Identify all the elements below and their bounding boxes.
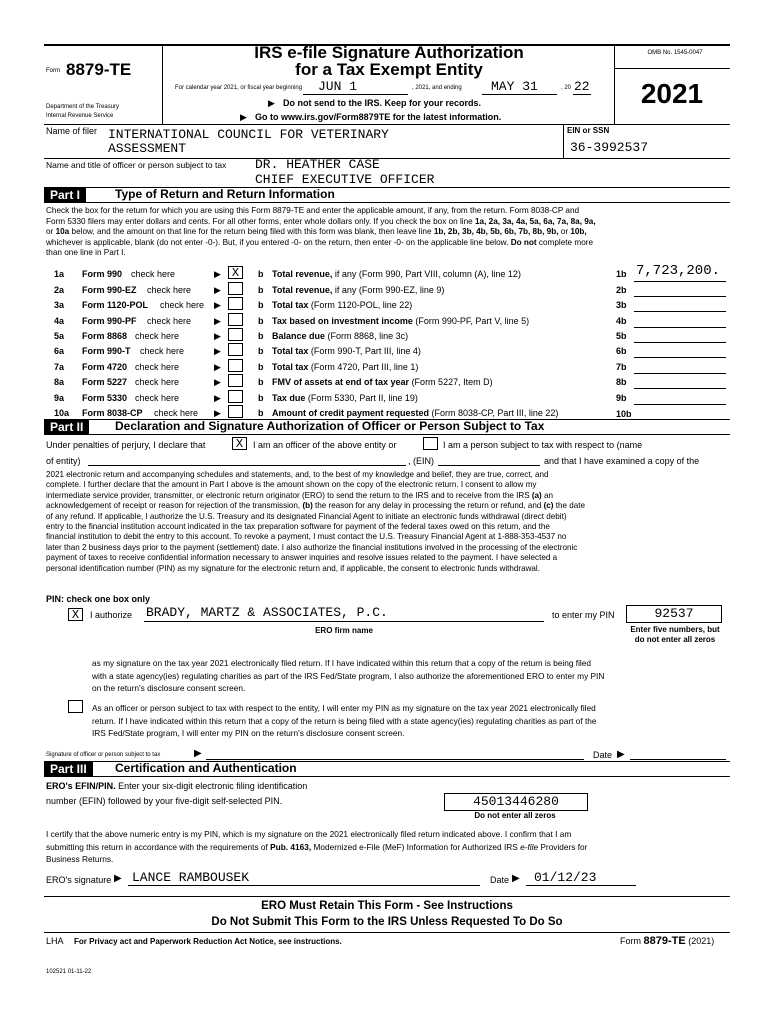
footer-form-label: Form — [620, 936, 641, 946]
certification-line2-c: Modernized e-File (MeF) Information for Authorized IRS — [313, 841, 518, 852]
form-label: Form — [46, 68, 60, 74]
declaration-line4 — [46, 501, 736, 511]
row-arrow-icon: ▶ — [214, 346, 221, 356]
officer-name-label: Name and title of officer or person subject to tax — [46, 160, 227, 170]
officer-option-text: I am an officer of the above entity or — [253, 440, 397, 450]
ero-signature-label: ERO's signature — [46, 875, 112, 885]
ein-label: EIN or SSN — [567, 126, 610, 135]
person-checkbox[interactable] — [423, 437, 438, 450]
row-ref: 3b — [616, 300, 627, 310]
ero-date-label: Date — [490, 875, 510, 885]
row-arrow-icon: ▶ — [214, 408, 221, 418]
row-check-here: check here — [131, 269, 176, 279]
notice-arrow-1: ▶ — [268, 98, 275, 108]
row-desc-bold: Total tax — [272, 300, 309, 310]
row-form: Form 8038-CP — [82, 408, 143, 418]
row-arrow-icon: ▶ — [214, 331, 221, 341]
fiscal-begin-line — [303, 94, 408, 95]
row-amount-line — [634, 404, 726, 405]
row-form: Form 5227 — [82, 377, 128, 387]
omb-number: OMB No. 1545-0047 — [647, 50, 703, 56]
part3-label: Part III — [44, 762, 93, 776]
row-amount-line — [634, 388, 726, 389]
row-num: 4a — [54, 316, 65, 326]
examined-text: and that I have examined a copy of the — [544, 456, 700, 466]
officer-date-label: Date — [593, 750, 613, 760]
row-checkbox[interactable] — [228, 313, 243, 326]
part1-intro-line2-b: 1a, 2a, 3a, 4a, 5a, 6a, 7a, 8a, 9a, — [475, 216, 596, 226]
officer-signature-label: Signature of officer or person subject to tax — [46, 752, 161, 758]
row-desc-bold: FMV of assets at end of tax year — [272, 377, 410, 387]
row-num: 7a — [54, 362, 65, 372]
officer-title-value[interactable]: CHIEF EXECUTIVE OFFICER — [255, 172, 435, 187]
certification-line2-a: submitting this return in accordance with the requirements of — [46, 841, 268, 852]
officer-signature-line[interactable] — [206, 759, 584, 760]
dept-line1: Department of the Treasury — [46, 104, 120, 110]
row-form: Form 4720 — [82, 362, 128, 372]
declaration-line5: of any refund. If applicable, I authorize the U.S. Treasury and its designated Financial Agent to initiate an electronic funds withdrawal (direct debit) — [46, 511, 567, 521]
row-form: Form 5330 — [82, 393, 128, 403]
row-desc-bold: Total revenue, — [272, 285, 333, 295]
row-desc-text: if any (Form 990-EZ, line 9) — [334, 285, 445, 295]
efin-text-rest: Enter your six-digit electronic filing identification — [118, 781, 308, 791]
row-desc-text: (Form 8038-CP, Part III, line 22) — [431, 408, 559, 418]
row-ref: 9b — [616, 393, 627, 403]
row-desc — [272, 362, 418, 372]
row-check-here: check here — [160, 300, 205, 310]
fiscal-begin-value[interactable]: JUN 1 — [318, 79, 358, 94]
pin-signature-line2: with a state agency(ies) regulating charities as part of the IRS Fed/State program, I also authorize the aforementioned ERO to enter my PIN — [92, 670, 605, 681]
row-b: b — [258, 408, 264, 418]
declaration-line8: later than 2 business days prior to the payment (settlement) date. I also authorize the financial institutions involved in the processing of the electronic — [46, 542, 578, 552]
row-ref: 10b — [616, 409, 632, 419]
declaration-line3-c: an — [544, 490, 554, 500]
footer-form-year: (2021) — [688, 936, 715, 946]
part2-label: Part II — [44, 420, 89, 434]
part1-label: Part I — [44, 188, 86, 202]
notice-do-not-send: Do not send to the IRS. Keep for your records. — [283, 98, 482, 108]
form-title-line1: IRS e-file Signature Authorization — [254, 43, 524, 62]
part1-intro-line3-e: or — [560, 227, 569, 236]
row-num: 9a — [54, 393, 65, 403]
declaration-line6: entry to the financial institution account indicated in the tax preparation software for payment of the federal taxes owed on this return, and the — [46, 522, 550, 532]
self-pin-line1: As an officer or person subject to tax with respect to the entity, I will enter my PIN as my signature on the tax year 2021 electronically filed — [92, 703, 596, 713]
date-arrow-icon: ▶ — [617, 749, 625, 760]
omb-rule — [614, 68, 730, 69]
pin-heading: PIN: check one box only — [46, 594, 151, 604]
under-penalties-text: Under penalties of perjury, I declare that — [46, 440, 206, 450]
self-pin-line2: return. If I have indicated within this return that a copy of the return is being filed with a state agency(ies) regulating charities as part of the — [92, 715, 597, 726]
row-b: b — [258, 331, 264, 341]
ero-firm-line — [144, 621, 544, 622]
notice-website: Go to www.irs.gov/Form8879TE for the latest information. — [255, 112, 502, 122]
ero-retain-notice: ERO Must Retain This Form - See Instructions — [261, 900, 513, 912]
row-num: 6a — [54, 346, 65, 356]
year-prefix: , 20 — [561, 85, 572, 91]
self-pin-line3: IRS Fed/State program, I will enter my PIN on the return's disclosure consent screen. — [92, 728, 405, 739]
row-desc — [272, 300, 412, 310]
row-desc — [272, 331, 408, 341]
row-desc-bold: Total revenue, — [272, 269, 333, 279]
part1-intro-line4-a: whichever is applicable, blank (do not enter -0-). But, if you entered -0- on the return, then enter -0- on the applicable line below. — [46, 237, 509, 247]
pin-value-box[interactable]: 92537 — [626, 605, 722, 623]
row-desc-text: (Form 5330, Part II, line 19) — [307, 393, 418, 403]
row-arrow-icon: ▶ — [214, 300, 221, 310]
row-b: b — [258, 316, 264, 326]
part1-intro-line3-f: 10b, — [570, 227, 587, 236]
declaration-line4-e: the date — [555, 501, 586, 511]
declaration-line4-c: the reason for any delay in processing the return or refund, and — [315, 501, 542, 511]
declaration-line1: 2021 electronic return and accompanying schedules and statements, and, to the best of my knowledge and belief, they are true, correct, and — [46, 470, 549, 479]
row-arrow-icon: ▶ — [214, 362, 221, 372]
row-desc — [272, 377, 493, 387]
row-desc — [272, 393, 418, 403]
do-not-submit-notice: Do Not Submit This Form to the IRS Unless Requested To Do So — [211, 916, 563, 928]
dept-line2: Internal Revenue Service — [46, 113, 114, 119]
header-divider-left — [162, 44, 163, 124]
efin-text — [46, 781, 307, 791]
fiscal-end-line — [482, 94, 557, 95]
row-desc-text: (Form 990-T, Part III, line 4) — [310, 346, 421, 356]
row-desc-text: if any (Form 990, Part VIII, column (A), line 12) — [334, 269, 521, 279]
row-desc-text: (Form 1120-POL, line 22) — [310, 300, 413, 310]
pin-signature-line3: on the return's disclosure consent screen. — [92, 683, 246, 694]
row-form: Form 990 — [82, 269, 123, 279]
person-option-text: I am a person subject to tax with respect to (name — [443, 440, 643, 450]
declaration-line3-a: intermediate service provider, transmitter, or electronic return originator (ERO) to send the return to the IRS and to receive from the IRS — [46, 490, 530, 500]
officer-date-line[interactable] — [630, 759, 726, 760]
ero-signature-value[interactable]: LANCE RAMBOUSEK — [132, 870, 250, 885]
header-bottom-rule — [44, 124, 730, 125]
ero-date-value[interactable]: 01/12/23 — [534, 870, 597, 885]
certification-line2 — [46, 841, 736, 854]
declaration-line7: financial institution to debit the entry to this account. To revoke a payment, I must contact the U.S. Treasury Financial Agent at 1-888-353-4537 no — [46, 532, 567, 542]
footer-top-rule — [44, 896, 730, 897]
notice-arrow-2: ▶ — [240, 112, 247, 122]
row-num: 5a — [54, 331, 65, 341]
efin-note: Do not enter all zeros — [474, 811, 556, 820]
row-num: 10a — [54, 408, 70, 418]
fiscal-year-line — [573, 94, 591, 95]
row-desc — [272, 408, 558, 418]
row-ref: 5b — [616, 331, 627, 341]
row-desc-text: (Form 8868, line 3c) — [327, 331, 409, 341]
part1-intro-line2 — [46, 217, 736, 228]
row-b: b — [258, 393, 264, 403]
tax-year: 2021 — [640, 78, 704, 109]
lha-label: LHA — [46, 936, 64, 946]
footer-form-number: 8879-TE — [643, 935, 686, 947]
row-arrow-icon: ▶ — [214, 269, 221, 279]
entity-ein-line — [438, 465, 540, 466]
row-check-here: check here — [140, 346, 185, 356]
row-checkbox[interactable] — [228, 282, 243, 295]
row-check-here: check here — [154, 408, 199, 418]
officer-name-value[interactable]: DR. HEATHER CASE — [255, 157, 380, 172]
efin-text-line2: number (EFIN) followed by your five-digit self-selected PIN. — [46, 796, 283, 806]
row-check-here: check here — [147, 316, 192, 326]
row-ref: 4b — [616, 316, 627, 326]
certification-line2-b: Pub. 4163, — [270, 841, 312, 852]
filer-bottom-rule — [44, 158, 730, 159]
fiscal-end-value[interactable]: MAY 31 — [491, 79, 538, 94]
row-arrow-icon: ▶ — [214, 285, 221, 295]
authorize-checkbox[interactable]: X — [68, 608, 83, 621]
row-amount-line — [634, 342, 726, 343]
row-form: Form 990-EZ — [82, 285, 137, 295]
row-desc — [272, 269, 521, 279]
entity-name-line — [88, 465, 406, 466]
row-b: b — [258, 285, 264, 295]
declaration-paragraph — [46, 470, 736, 574]
row-num: 1a — [54, 269, 65, 279]
row-form: Form 990-T — [82, 346, 131, 356]
row-ref: 1b — [616, 269, 627, 279]
row-desc-bold: Tax based on investment income — [272, 316, 413, 326]
declaration-line4-d: (c) — [543, 501, 554, 511]
row-b: b — [258, 300, 264, 310]
row-desc-text: (Form 990-PF, Part V, line 5) — [415, 316, 530, 326]
signature-arrow-icon: ▶ — [194, 748, 202, 759]
certification-line3: Business Returns. — [46, 854, 114, 865]
form-code: 102521 01-11-22 — [46, 969, 92, 975]
footer-form-id — [620, 935, 714, 947]
row-b: b — [258, 346, 264, 356]
row-desc — [272, 346, 421, 356]
row-desc — [272, 285, 444, 295]
part1-intro-line3-d: 1b, 2b, 3b, 4b, 5b, 6b, 7b, 8b, 9b, — [433, 227, 559, 236]
row-amount-line — [634, 373, 726, 374]
row-amount-line — [634, 311, 726, 312]
part1-intro-line2-a: Form 5330 filers may enter dollars and cents. For all other forms, enter whole dollars only. If you check the box on line — [46, 216, 473, 226]
row-checkbox[interactable] — [228, 328, 243, 341]
row-num: 2a — [54, 285, 65, 295]
declaration-line10: personal identification number (PIN) as my signature for the electronic return and, if applicable, the consent to electronic funds withdrawal. — [46, 563, 540, 573]
efin-value-box[interactable]: 45013446280 — [444, 793, 588, 811]
declaration-line2: complete. I further declare that the amount in Part I above is the amount shown on the copy of the electronic return. I consent to allow my — [46, 480, 537, 490]
declaration-line4-a: acknowledgement of receipt or reason for rejection of the transmission, — [46, 501, 301, 511]
declaration-line9: payment of taxes to receive confidential information necessary to answer inquiries and resolve issues related to the payment. I have selected a — [46, 553, 558, 563]
ein-paren-text: , (EIN) — [408, 456, 434, 466]
row-amount-line — [634, 327, 726, 328]
row-form: Form 990-PF — [82, 316, 137, 326]
pin-note-line2: do not enter all zeros — [634, 635, 716, 644]
row-amount-line — [634, 296, 726, 297]
row-form: Form 8868 — [82, 331, 128, 341]
ero-date-line — [526, 885, 636, 886]
row-num: 8a — [54, 377, 65, 387]
row-check-here: check here — [135, 393, 180, 403]
row-checkbox[interactable] — [228, 374, 243, 387]
part1-intro-line3-a: or — [46, 227, 54, 236]
row-ref: 2b — [616, 285, 627, 295]
row-desc-text: (Form 5227, Item D) — [411, 377, 493, 387]
row-desc-bold: Tax due — [272, 393, 306, 403]
part1-title: Type of Return and Return Information — [115, 187, 335, 201]
privacy-notice: For Privacy act and Paperwork Reduction Act Notice, see instructions. — [74, 937, 342, 946]
part2-title: Declaration and Signature Authorization of Officer or Person Subject to Tax — [115, 419, 545, 433]
row-form: Form 1120-POL — [82, 300, 149, 310]
part1-title-rule — [44, 202, 730, 203]
ein-value[interactable]: 36-3992537 — [570, 140, 649, 155]
pin-signature-line1: as my signature on the tax year 2021 electronically filed return. If I have indicated within this return that a copy of the return is being filed — [92, 658, 592, 668]
ending-text: , 2021, and ending — [412, 85, 462, 91]
enter-pin-text: to enter my PIN — [552, 610, 615, 620]
self-pin-checkbox[interactable] — [68, 700, 83, 713]
row-desc-bold: Amount of credit payment requested — [272, 408, 430, 418]
ein-divider — [563, 124, 564, 158]
part1-intro-line3-b: 10a — [55, 227, 70, 236]
part1-intro-line3-c: below, and the amount on that line for the return being filed with this form was blank, then leave line — [71, 227, 432, 236]
certification-line2-d: e-file — [520, 841, 539, 852]
fiscal-year-value[interactable]: 22 — [574, 79, 590, 94]
part1-intro-line1: Check the box for the return for which you are using this Form 8879-TE and enter the applicable amount, if any, from the return. Form 8038-CP and — [46, 206, 580, 215]
row-ref: 8b — [616, 377, 627, 387]
certification-line2-e: Providers for — [540, 841, 588, 852]
row-b: b — [258, 377, 264, 387]
row-checkbox[interactable] — [228, 297, 243, 310]
part1-intro-line4-c: complete more — [538, 237, 594, 247]
certification-paragraph — [46, 828, 736, 866]
officer-checkbox[interactable]: X — [232, 437, 247, 450]
part1-intro — [46, 206, 736, 259]
part3-title: Certification and Authentication — [115, 761, 297, 775]
footer-bottom-rule — [44, 932, 730, 933]
part1-intro-line4-b: Do not — [510, 237, 537, 247]
row-checkbox[interactable] — [228, 390, 243, 403]
authorize-text: I authorize — [90, 610, 133, 620]
name-of-filer-label: Name of filer — [46, 126, 98, 136]
part2-title-rule — [44, 434, 730, 435]
ero-signature-line — [128, 885, 480, 886]
row-b: b — [258, 362, 264, 372]
efin-bold: ERO's EFIN/PIN. — [46, 781, 116, 791]
self-pin-paragraph — [92, 702, 732, 740]
row-arrow-icon: ▶ — [214, 377, 221, 387]
filer-name-line1[interactable]: INTERNATIONAL COUNCIL FOR VETERINARY — [108, 127, 389, 142]
part3-title-rule — [44, 776, 730, 777]
row-ref: 6b — [616, 346, 627, 356]
declaration-line4-b: (b) — [302, 501, 313, 511]
row-check-here: check here — [147, 285, 192, 295]
row-check-here: check here — [135, 377, 180, 387]
ero-date-arrow-icon: ▶ — [512, 873, 520, 884]
row-amount-line — [634, 281, 726, 282]
filer-name-line2[interactable]: ASSESSMENT — [108, 141, 187, 156]
declaration-line3-b: (a) — [531, 490, 542, 500]
pin-note-line1: Enter five numbers, but — [630, 625, 720, 634]
of-entity-text: of entity) — [46, 456, 81, 466]
form-number: 8879-TE — [66, 60, 132, 79]
form-title-line2: for a Tax Exempt Entity — [295, 60, 483, 79]
part1-intro-line4 — [46, 238, 736, 249]
row-amount[interactable]: 7,723,200. — [636, 263, 721, 279]
row-num: 3a — [54, 300, 65, 310]
row-amount-line — [634, 357, 726, 358]
declaration-line3 — [46, 491, 736, 501]
row-checkbox[interactable] — [228, 359, 243, 372]
certification-line1: I certify that the above numeric entry is my PIN, which is my signature on the 2021 electronically filed return indicated above. I confirm that I am — [46, 829, 572, 839]
ero-signature-arrow-icon: ▶ — [114, 873, 122, 884]
row-arrow-icon: ▶ — [214, 393, 221, 403]
row-desc-bold: Balance due — [272, 331, 326, 341]
row-ref: 7b — [616, 362, 627, 372]
row-checkbox[interactable] — [228, 405, 243, 418]
ero-firm-name[interactable]: BRADY, MARTZ & ASSOCIATES, P.C. — [146, 605, 388, 620]
pin-signature-paragraph — [92, 657, 732, 695]
row-checkbox[interactable] — [228, 343, 243, 356]
row-b: b — [258, 269, 264, 279]
row-desc-bold: Total tax — [272, 362, 309, 372]
row-arrow-icon: ▶ — [214, 316, 221, 326]
row-checkbox[interactable]: X — [228, 266, 243, 279]
row-desc — [272, 316, 529, 326]
row-check-here: check here — [135, 362, 180, 372]
row-check-here: check here — [135, 331, 180, 341]
row-desc-bold: Total tax — [272, 346, 309, 356]
calendar-year-text: For calendar year 2021, or fiscal year beginning — [175, 85, 303, 91]
part1-intro-line3 — [46, 227, 736, 238]
part1-intro-line5: than one line in Part I. — [46, 248, 126, 257]
ero-firm-label: ERO firm name — [315, 626, 373, 635]
row-desc-text: (Form 4720, Part III, line 1) — [310, 362, 419, 372]
